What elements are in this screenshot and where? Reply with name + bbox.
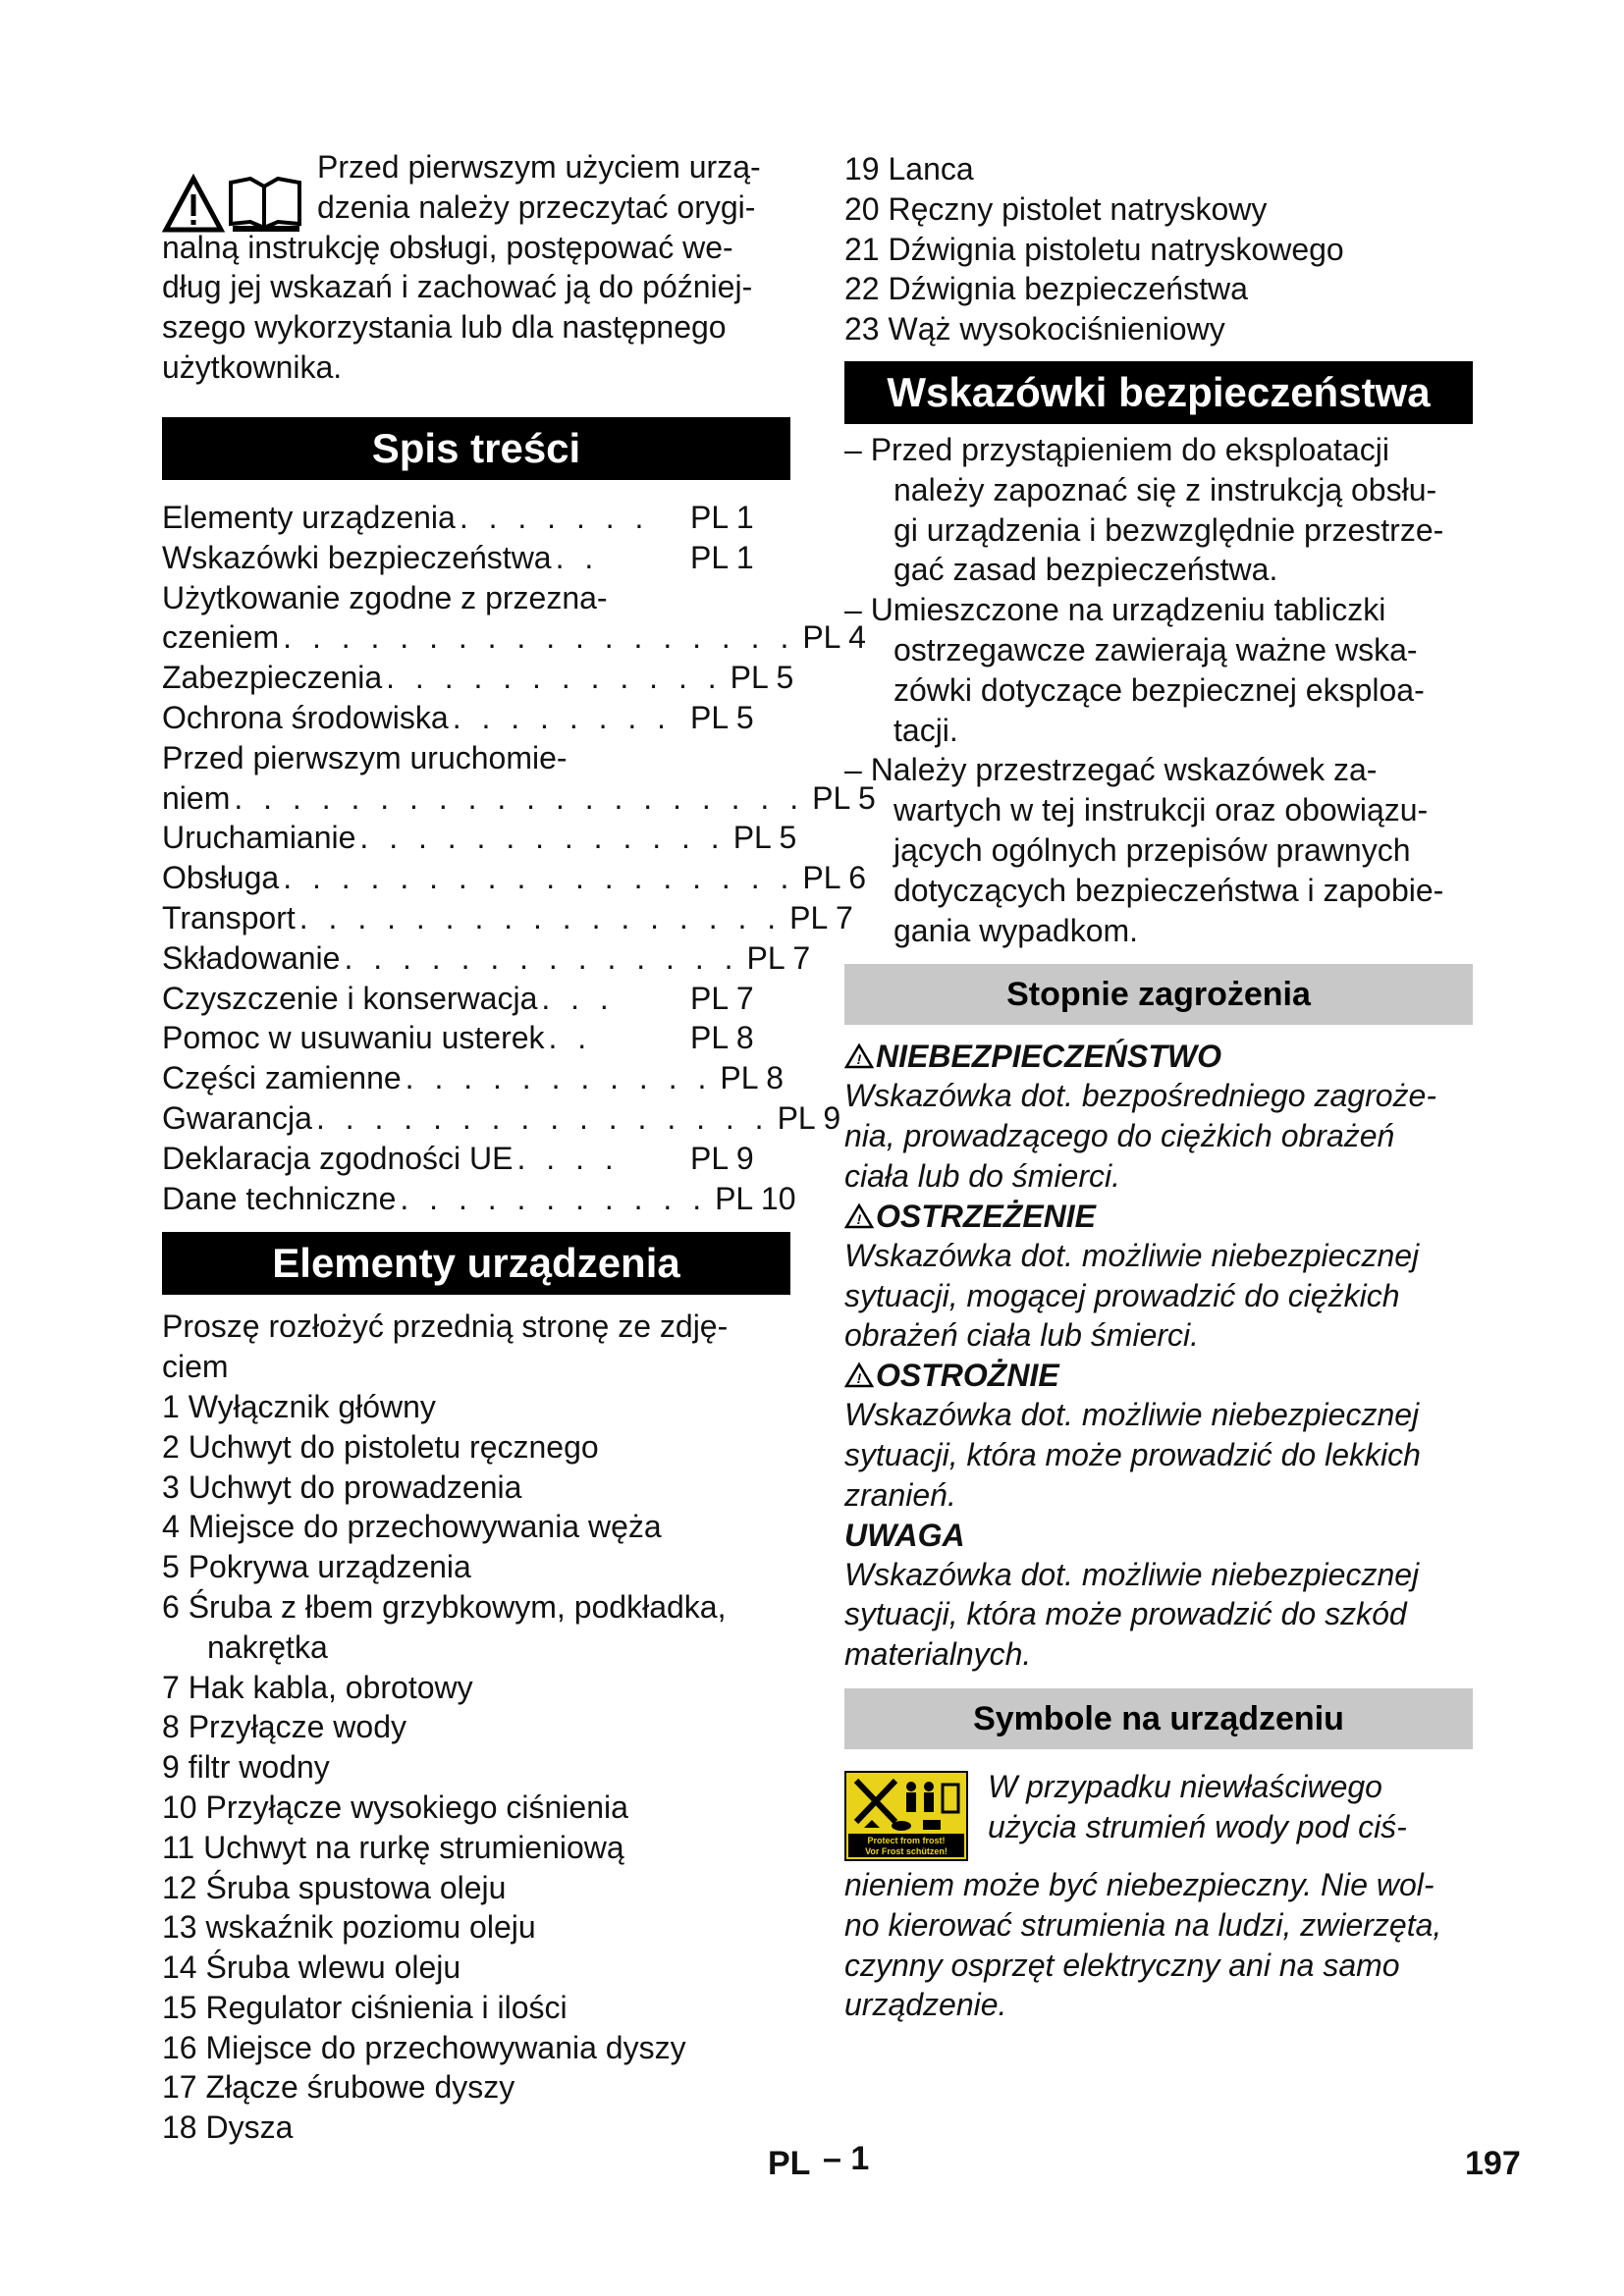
vor-frost-label: Vor Frost schützen!	[865, 1845, 947, 1856]
element-list-item: 13 wskaźnik poziomu oleju	[162, 1909, 536, 1946]
element-list-item: 17 Złącze śrubowe dyszy	[162, 2069, 515, 2106]
toc-entry-leader: . . . . . . . . . . . . . . . .	[315, 1099, 770, 1136]
elements-heading: Elementy urządzenia	[162, 1232, 790, 1295]
toc-entry-page: PL 8	[690, 1020, 754, 1056]
protect-from-frost-label: Protect from frost!	[867, 1835, 946, 1845]
safety-item-line: jących ogólnych przepisów prawnych	[893, 831, 1411, 868]
toc-entry-label: Części zamienne	[162, 1060, 402, 1096]
hazard-level-title	[844, 1037, 1473, 1076]
toc-entry-leader: . .	[555, 539, 600, 575]
toc-entry-label: Obsługa	[162, 860, 280, 896]
element-list-item: 5 Pokrywa urządzenia	[162, 1549, 471, 1585]
toc-entry	[162, 898, 853, 938]
safety-item-line: gi urządzenia i bezwzględnie przestrze-	[893, 511, 1444, 548]
toc-entry-leader: . . . . . . . . . . . . . . . . . . . .	[234, 779, 805, 816]
toc-entry	[162, 658, 794, 698]
hazard-level-text: Wskazówka dot. możliwie niebezpiecznej	[844, 1237, 1420, 1273]
element-list-item: 4 Miejsce do przechowywania węża	[162, 1509, 662, 1545]
toc-entry-leader: . . . . . . . . . . . . . . . . . .	[283, 619, 795, 656]
toc-entry	[162, 979, 790, 1019]
toc-entry-label: Dane techniczne	[162, 1180, 397, 1216]
intro-line-1: Przed pierwszym użyciem urzą-	[317, 149, 761, 185]
element-list-item: 16 Miejsce do przechowywania dyszy	[162, 2029, 686, 2065]
hazard-levels-heading: Stopnie zagrożenia	[844, 964, 1473, 1025]
safety-item-line: ostrzegawcze zawierają ważne wska-	[893, 631, 1418, 667]
hazard-level-title	[844, 1516, 1473, 1555]
safety-item-line: tacji.	[893, 712, 958, 748]
element-list-item: 23 Wąż wysokociśnieniowy	[844, 311, 1225, 347]
toc-entry	[162, 1058, 790, 1098]
element-list-item: 14 Śruba wlewu oleju	[162, 1949, 461, 1986]
toc-entry	[162, 858, 866, 898]
toc-entry-leader: . . .	[541, 980, 615, 1016]
toc-entry	[162, 538, 790, 578]
toc-entry	[162, 698, 790, 738]
toc-entry-label: Ochrona środowiska	[162, 699, 449, 735]
toc-entry-page: PL 7	[690, 980, 754, 1016]
toc-entry	[162, 778, 876, 819]
element-list-item: 2 Uchwyt do pistoletu ręcznego	[162, 1428, 599, 1465]
safety-item-line: zówki dotyczące bezpiecznej eksploa-	[893, 671, 1425, 708]
hazard-level-text: ciała lub do śmierci.	[844, 1157, 1120, 1194]
element-list-item: 9 filtr wodny	[162, 1749, 330, 1786]
hazard-level-text: sytuacji, która może prowadzić do szkód	[844, 1596, 1407, 1632]
toc-entry	[162, 498, 790, 538]
toc-entry-leader: . . . . . . . . . . .	[405, 1060, 713, 1096]
safety-item	[844, 590, 1473, 750]
symbols-line-5: czynny osprzęt elektryczny ani na samo	[844, 1947, 1400, 1983]
symbols-line-3: nieniem może być niebezpieczny. Nie wol-	[844, 1866, 1435, 1902]
toc-entry-label: Gwarancja	[162, 1099, 312, 1136]
element-list-item: 22 Dźwignia bezpieczeństwa	[844, 271, 1248, 307]
toc-entry-label: Pomoc w usuwaniu usterek	[162, 1020, 545, 1056]
toc-entry-page: PL 1	[690, 500, 754, 535]
hazard-level-title	[844, 1197, 1473, 1236]
symbols-line-1: W przypadku niewłaściwego	[988, 1768, 1382, 1804]
warning-triangle-icon	[844, 1362, 874, 1388]
safety-item-line: dotyczących bezpieczeństwa i zapobie-	[893, 872, 1444, 908]
toc-entry-label: Wskazówki bezpieczeństwa	[162, 539, 552, 575]
table-of-contents	[162, 498, 876, 1218]
toc-entry-page: PL 6	[802, 860, 866, 896]
toc-entry-page: PL 8	[720, 1060, 784, 1096]
element-list-item: 20 Ręczny pistolet natryskowy	[844, 190, 1268, 227]
safety-item-line: wartych w tej instrukcji oraz obowiązu-	[893, 792, 1429, 828]
hazard-level-text: sytuacji, mogącej prowadzić do ciężkich	[844, 1277, 1400, 1313]
toc-entry-leader: . . . . . . . . . . . . . .	[344, 939, 739, 976]
toc-entry	[162, 617, 866, 658]
hazard-level-text: zranień.	[844, 1476, 956, 1513]
element-list-item: 6 Śruba z łbem grzybkowym, podkładka, nakrętka	[162, 1588, 727, 1665]
toc-entry-label: Deklaracja zgodności UE	[162, 1140, 514, 1176]
toc-entry	[162, 1098, 841, 1139]
hazard-level-text: sytuacji, która może prowadzić do lekkich	[844, 1436, 1421, 1472]
toc-heading: Spis treści	[162, 417, 790, 480]
toc-entry-leader: . . . . . . . . . . . . . . . . . .	[283, 860, 795, 896]
toc-entry	[162, 1179, 796, 1219]
hazard-level-title	[844, 1356, 1473, 1395]
toc-entry-page: PL 10	[715, 1180, 796, 1216]
toc-entry-leader: . . . . . . . . . . .	[400, 1180, 708, 1216]
element-list-item: 19 Lanca	[844, 151, 974, 187]
safety-item-line: – Umieszczone na urządzeniu tabliczki	[844, 592, 1386, 628]
hazard-levels	[844, 1037, 1473, 1675]
toc-entry-leader: . . . . . . . . . . . .	[386, 660, 723, 696]
intro-line-3: nalną instrukcję obsługi, postępować we-	[162, 230, 733, 265]
toc-entry-page: PL 7	[789, 899, 853, 935]
toc-entry-page: PL 4	[802, 619, 866, 656]
intro-line-2: dzenia należy przeczytać orygi-	[317, 189, 756, 225]
toc-entry-label: czeniem	[162, 619, 280, 656]
element-list-item: 7 Hak kabla, obrotowy	[162, 1669, 473, 1705]
toc-entry-page: PL 1	[690, 539, 754, 575]
toc-entry-label: Czyszczenie i konserwacja	[162, 980, 538, 1016]
toc-entry-leader: . . . . . . .	[459, 500, 650, 535]
safety-item	[844, 430, 1473, 590]
toc-entry	[162, 818, 797, 858]
right-column	[844, 149, 1473, 2025]
element-list-item: 10 Przyłącze wysokiego ciśnienia	[162, 1789, 628, 1825]
toc-entry-page: PL 7	[746, 939, 811, 976]
hazard-level-text: obrażeń ciała lub śmierci.	[844, 1317, 1200, 1354]
intro-line-6: użytkownika.	[162, 349, 343, 385]
toc-entry-label: Zabezpieczenia	[162, 660, 383, 696]
svg-text:!: !	[856, 1370, 862, 1387]
toc-entry-leader: . . . . . . . . . . . . . . . . .	[298, 899, 783, 935]
element-list-item: 21 Dźwignia pistoletu natryskowego	[844, 231, 1344, 267]
toc-entry-page: PL 5	[690, 699, 754, 735]
intro-line-5: szego wykorzystania lub dla następnego	[162, 309, 727, 345]
safety-item-line: gać zasad bezpieczeństwa.	[893, 552, 1278, 588]
toc-entry	[162, 1018, 790, 1058]
element-list-item: 18 Dysza	[162, 2109, 294, 2146]
symbols-heading: Symbole na urządzeniu	[844, 1688, 1473, 1749]
toc-entry-leader: . . . . . . . .	[452, 699, 673, 735]
warning-triangle-icon	[844, 1043, 874, 1069]
toc-entry-prefix: Przed pierwszym uruchomie-	[162, 739, 568, 775]
elements-list	[162, 1387, 790, 2148]
toc-entry-leader: . .	[548, 1020, 593, 1056]
hazard-level-text: Wskazówka dot. możliwie niebezpiecznej	[844, 1397, 1420, 1433]
toc-entry-page: PL 5	[812, 779, 876, 816]
intro-notice	[162, 147, 790, 388]
hazard-level-text: Wskazówka dot. bezpośredniego zagroże-	[844, 1078, 1436, 1114]
hazard-level-name: UWAGA	[844, 1517, 965, 1553]
elements-list-continued	[844, 149, 1473, 349]
toc-entry-label: niem	[162, 779, 231, 816]
hazard-level-name: OSTRZEŻENIE	[876, 1198, 1097, 1234]
footer-lang: PL	[768, 2145, 811, 2182]
toc-entry-page: PL 5	[730, 660, 794, 696]
elements-intro-line-2: ciem	[162, 1349, 229, 1385]
footer-page-number: 197	[1465, 2145, 1521, 2182]
toc-entry-label: Składowanie	[162, 939, 341, 976]
footer-local-page: – 1	[823, 2140, 870, 2177]
toc-entry-label: Elementy urządzenia	[162, 500, 456, 535]
element-list-item: 8 Przyłącze wody	[162, 1709, 406, 1745]
element-list-item: 1 Wyłącznik główny	[162, 1388, 436, 1424]
do-not-spray-warning-icon	[844, 1771, 968, 1861]
safety-item-line: gania wypadkom.	[893, 912, 1139, 948]
symbols-section	[844, 1767, 1473, 2025]
hazard-level-name: NIEBEZPIECZEŃSTWO	[876, 1039, 1222, 1075]
safety-list	[844, 430, 1473, 950]
left-column	[162, 147, 876, 2148]
elements-intro-line-1: Proszę rozłożyć przednią stronę ze zdję-	[162, 1308, 729, 1345]
element-list-item: 11 Uchwyt na rurkę strumieniową	[162, 1829, 624, 1865]
safety-item-line: – Należy przestrzegać wskazówek za-	[844, 752, 1378, 788]
hazard-level-text: nia, prowadzącego do ciężkich obrażeń	[844, 1118, 1395, 1154]
svg-text:!: !	[856, 1210, 862, 1227]
toc-entry-leader: . . . .	[516, 1140, 620, 1176]
safety-item	[844, 750, 1473, 950]
safety-item-line: należy zapoznać się z instrukcją obsłu-	[893, 471, 1437, 507]
element-list-item: 12 Śruba spustowa oleju	[162, 1869, 507, 1905]
element-list-item: 15 Regulator ciśnienia i ilości	[162, 1989, 568, 2025]
warning-triangle-icon	[844, 1203, 874, 1229]
toc-entry-page: PL 9	[690, 1140, 754, 1176]
element-list-item: 3 Uchwyt do prowadzenia	[162, 1468, 522, 1505]
safety-item-line: – Przed przystąpieniem do eksploatacji	[844, 431, 1389, 467]
toc-entry-page: PL 9	[777, 1099, 841, 1136]
toc-entry-prefix: Użytkowanie zgodne z przezna-	[162, 579, 608, 615]
symbols-line-4: no kierować strumienia na ludzi, zwierzęta,	[844, 1906, 1442, 1943]
hazard-level-name: OSTROŻNIE	[876, 1358, 1059, 1394]
toc-entry-leader: . . . . . . . . . . . . .	[359, 820, 726, 856]
toc-entry	[162, 1139, 790, 1179]
symbols-line-6: urządzenie.	[844, 1987, 1007, 2023]
toc-entry	[162, 938, 811, 979]
safety-heading: Wskazówki bezpieczeństwa	[844, 361, 1473, 424]
svg-text:!: !	[856, 1051, 862, 1068]
toc-entry-label: Uruchamianie	[162, 820, 356, 856]
hazard-level-text: Wskazówka dot. możliwie niebezpiecznej	[844, 1556, 1420, 1592]
intro-line-4: dług jej wskazań i zachować ją do później-	[162, 269, 753, 304]
symbols-line-2: użycia strumień wody pod ciś-	[988, 1808, 1407, 1844]
hazard-level-text: materialnych.	[844, 1636, 1032, 1673]
toc-entry-label: Transport	[162, 899, 296, 935]
toc-entry-page: PL 5	[732, 820, 797, 856]
